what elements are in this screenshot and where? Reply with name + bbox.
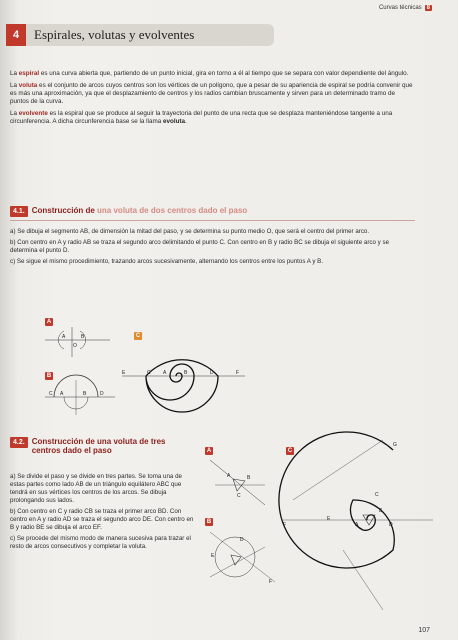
section-4-1-number: 4.1. <box>10 206 28 217</box>
running-header <box>379 5 432 11</box>
two-center-figure-b <box>40 375 120 425</box>
section-4-2-steps <box>10 473 195 554</box>
triangle-abc <box>231 555 241 565</box>
figure-tag-c: C <box>287 448 293 454</box>
figure-tag-b: B <box>206 519 212 525</box>
intro-paragraph-1: La espiral es una curva abierta que, partiendo de un punto inicial, gira en torno a él al tiempo que se separa con valor dependiente del ángulo. <box>10 70 409 77</box>
label-d: D <box>389 522 393 528</box>
label-f: F <box>236 370 240 376</box>
figure-tag-c: C <box>135 333 141 339</box>
three-center-figure-a <box>205 455 275 515</box>
figure-tag-a: A <box>206 448 212 454</box>
chapter-title: Espirales, volutas y evolventes <box>34 27 195 42</box>
step-c: c) Se sigue el mismo procedimiento, trazando arcos sucesivamente, alternando los centros entre los puntos A y B. <box>10 258 323 265</box>
spiral-curve <box>279 432 394 568</box>
intro-paragraph-3: La evolvente es la espiral que se produce al seguir la trayectoria del punto de una recta que se desplaza manteniéndose tangente a una circunferencia. A dicha circunferencia base se la llama evoluta. <box>10 110 393 126</box>
chapter-heading <box>6 24 274 46</box>
step-b: b) Con centro en C y radio CB se traza el primer arco BD. Con centro en A y radio AD se traza el segundo arco DE. Con centro en B y radio BE se dibuja el arco EF. <box>10 508 194 531</box>
label-b: B <box>184 370 188 376</box>
label-b: B <box>83 391 87 397</box>
label-b: B <box>379 508 383 514</box>
step-b: b) Con centro en A y radio AB se traza el segundo arco delimitando el punto C. Con centro en B y radio BC se dibuja el siguiente arco y se determina el punto D. <box>10 239 390 254</box>
label-g: G <box>393 442 397 448</box>
label-e: E <box>122 370 126 376</box>
chapter-number: 4 <box>6 24 26 46</box>
spiral-curve <box>146 360 218 412</box>
label-b: B <box>247 475 251 481</box>
label-o: O <box>73 343 77 349</box>
label-e: E <box>211 553 215 559</box>
label-c: C <box>147 370 151 376</box>
section-4-2-heading <box>10 437 195 455</box>
guide-line-1 <box>293 440 383 500</box>
step-a: a) Se dibuja el segmento AB, de dimensión la mitad del paso, y se determina su punto medio O, que será el centro del primer arco. <box>10 228 370 235</box>
label-a: A <box>163 370 167 376</box>
step-c: c) Se procede del mismo modo de manera sucesiva para trazar el resto de arcos consecutivos y completar la voluta. <box>10 535 191 550</box>
two-center-spiral <box>120 330 250 430</box>
intro-paragraph-2: La voluta es el conjunto de arcos cuyos centros son los vértices de un polígono, que a pesar de su apariencia de espiral se podría convenir que es más una aproximación, ya que el desplazamiento de centros y los radios cambian bruscamente y sirven para un determinado tramo de puntos de la curva. <box>10 82 413 106</box>
label-c: C <box>375 492 379 498</box>
label-d: D <box>240 537 244 543</box>
label-d: D <box>210 370 214 376</box>
label-d: D <box>100 391 104 397</box>
page-number: 107 <box>418 627 430 634</box>
two-center-figure-a <box>40 325 115 360</box>
label-a: A <box>355 522 359 528</box>
label-a: A <box>60 391 64 397</box>
section-4-1-title: Construcción de una voluta de dos centros dado el paso <box>31 206 248 215</box>
figure-tag-a: A <box>46 319 52 325</box>
label-f: F <box>269 579 273 585</box>
section-4-2-title: Construcción de una voluta de tres centros dado el paso <box>31 437 166 455</box>
label-e: E <box>327 516 331 522</box>
three-center-spiral <box>283 440 443 610</box>
label-f: F <box>283 522 287 528</box>
section-4-2-number: 4.2. <box>10 437 28 448</box>
figure-tag-b: B <box>46 373 52 379</box>
section-4-1-steps <box>10 228 415 269</box>
label-a: A <box>62 334 66 340</box>
label-a: A <box>227 473 231 479</box>
label-b: B <box>81 334 85 340</box>
guide-line-3 <box>343 550 383 610</box>
step-a: a) Se divide el paso y se divide en tres partes. Se toma una de estas partes como lado AB de un triángulo equilátero ABC que tendrá en sus vértices los centros de los arcos. Se dibuja prolongando sus lados. <box>10 473 182 504</box>
chapter-badge: 8 <box>426 5 430 11</box>
label-c: C <box>237 493 241 499</box>
running-title: Curvas técnicas <box>378 5 422 11</box>
three-center-figure-b <box>205 527 280 587</box>
section-divider <box>10 220 415 221</box>
label-c: C <box>49 391 53 397</box>
section-4-1-heading <box>10 206 247 217</box>
intro-text <box>10 70 414 131</box>
